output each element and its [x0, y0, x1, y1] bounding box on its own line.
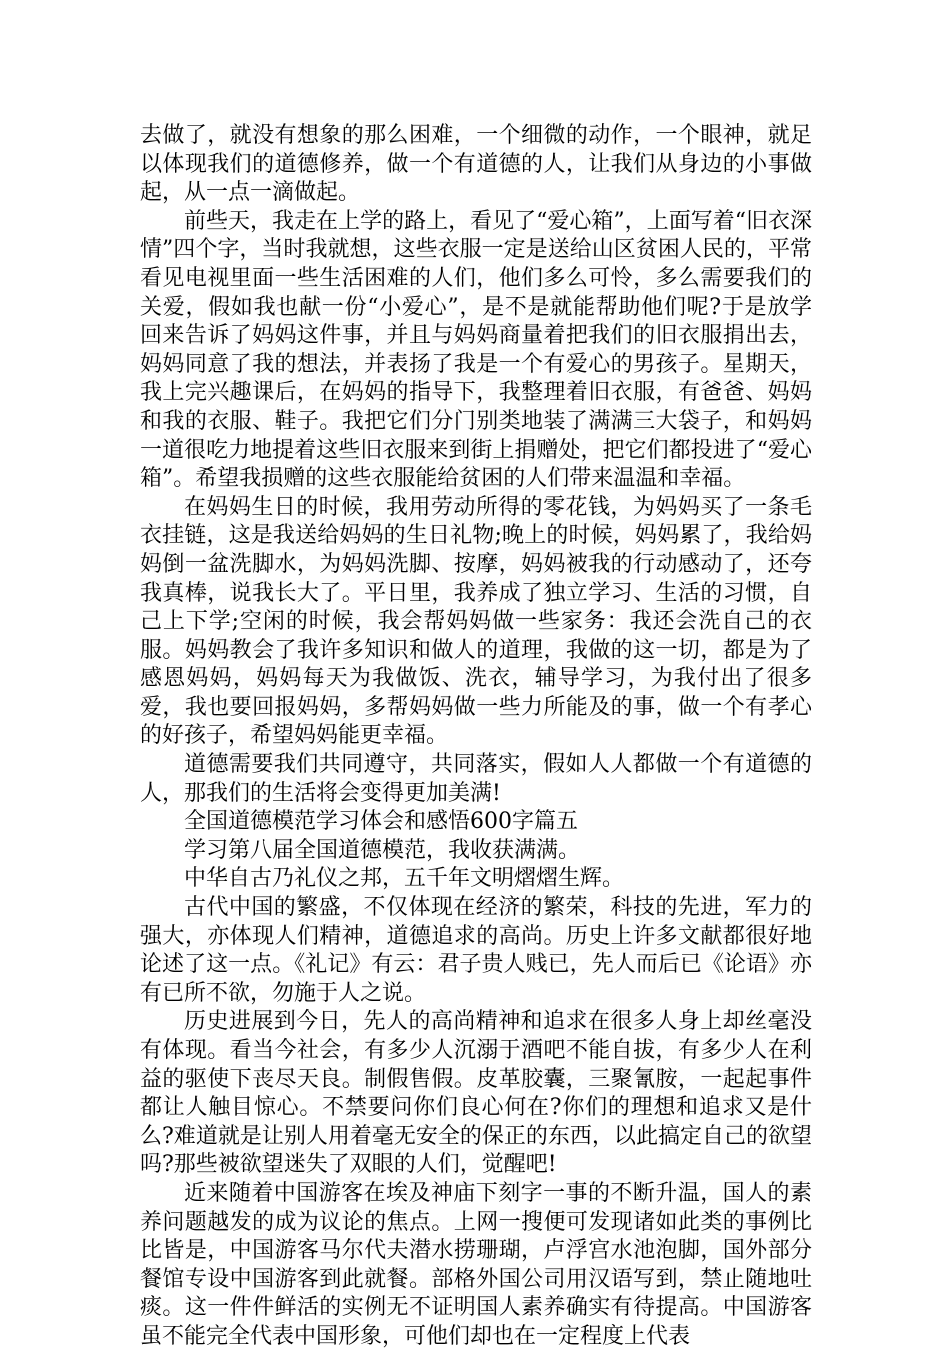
paragraph-8: 古代中国的繁盛，不仅体现在经济的繁荣，科技的先进，军力的强大，亦体现人们精神，道德追求的高尚。历史上许多文献都很好地论述了这一点。《礼记》有云：君子贵人贱已，先人而后已《论语》亦有已所不欲，勿施于人之说。	[140, 895, 812, 1006]
paragraph-2: 前些天，我走在上学的路上，看见了“爱心箱”，上面写着“旧衣深情”四个字，当时我就想，这些衣服一定是送给山区贫困人民的，平常看见电视里面一些生活困难的人们，他们多么可怜，多么需要我们的关爱，假如我也献一份“小爱心”，是不是就能帮助他们呢?于是放学回来告诉了妈妈这件事，并且与妈妈商量着把我们的旧衣服捐出去，妈妈同意了我的想法，并表扬了我是一个有爱心的男孩子。星期天，我上完兴趣课后，在妈妈的指导下，我整理着旧衣服，有爸爸、妈妈和我的衣服、鞋子。我把它们分门别类地装了满满三大袋子，和妈妈一道很吃力地提着这些旧衣服来到街上捐赠处，把它们都投进了“爱心箱”。希望我损赠的这些衣服能给贫困的人们带来温温和幸福。	[140, 208, 812, 492]
paragraph-9: 历史进展到今日，先人的高尚精神和追求在很多人身上却丝毫没有体现。看当今社会，有多少人沉溺于酒吧不能自拔，有多少人在利益的驱使下丧尽天良。制假售假。皮革胶囊，三聚氰胺，一起起事件都让人触目惊心。不禁要问你们良心何在?你们的理想和追求又是什么?难道就是让别人用着毫无安全的保正的东西，以此搞定自己的欲望吗?那些被欲望迷失了双眼的人们，觉醒吧!	[140, 1009, 812, 1178]
document-body	[140, 122, 812, 1352]
paragraph-4: 道德需要我们共同遵守，共同落实，假如人人都做一个有道德的人，那我们的生活将会变得更加美满!	[140, 752, 812, 806]
section-heading: 全国道德模范学习体会和感悟600字篇五	[184, 809, 578, 835]
paragraph-3: 在妈妈生日的时候，我用劳动所得的零花钱，为妈妈买了一条毛衣挂链，这是我送给妈妈的生日礼物;晚上的时候，妈妈累了，我给妈妈倒一盆洗脚水，为妈妈洗脚、按摩，妈妈被我的行动感动了，还夸我真棒，说我长大了。平日里，我养成了独立学习、生活的习惯，自己上下学;空闲的时候，我会帮妈妈做一些家务：我还会洗自己的衣服。妈妈教会了我许多知识和做人的道理，我做的这一切，都是为了感恩妈妈，妈妈每天为我做饭、洗衣，辅导学习，为我付出了很多爱，我也要回报妈妈，多帮妈妈做一些力所能及的事，做一个有孝心的好孩子，希望妈妈能更幸福。	[140, 494, 812, 749]
paragraph-1: 去做了，就没有想象的那么困难，一个细微的动作，一个眼神，就足以体现我们的道德修养，做一个有道德的人，让我们从身边的小事做起，从一点一滴做起。	[140, 123, 812, 206]
paragraph-7: 中华自古乃礼仪之邦，五千年文明熠熠生辉。	[184, 866, 625, 892]
paragraph-6: 学习第八届全国道德模范，我收获满满。	[184, 837, 581, 863]
paragraph-10: 近来随着中国游客在埃及神庙下刻字一事的不断升温，国人的素养问题越发的成为议论的焦点。上网一搜便可发现诸如此类的事例比比皆是，中国游客马尔代夫潜水捞珊瑚，卢浮宫水池泡脚，国外部分餐馆专设中国游客到此就餐。部格外国公司用汉语写到，禁止随地吐痰。这一件件鲜活的实例无不证明国人素养确实有待提高。中国游客虽不能完全代表中国形象，可他们却也在一定程度上代表	[140, 1180, 812, 1349]
